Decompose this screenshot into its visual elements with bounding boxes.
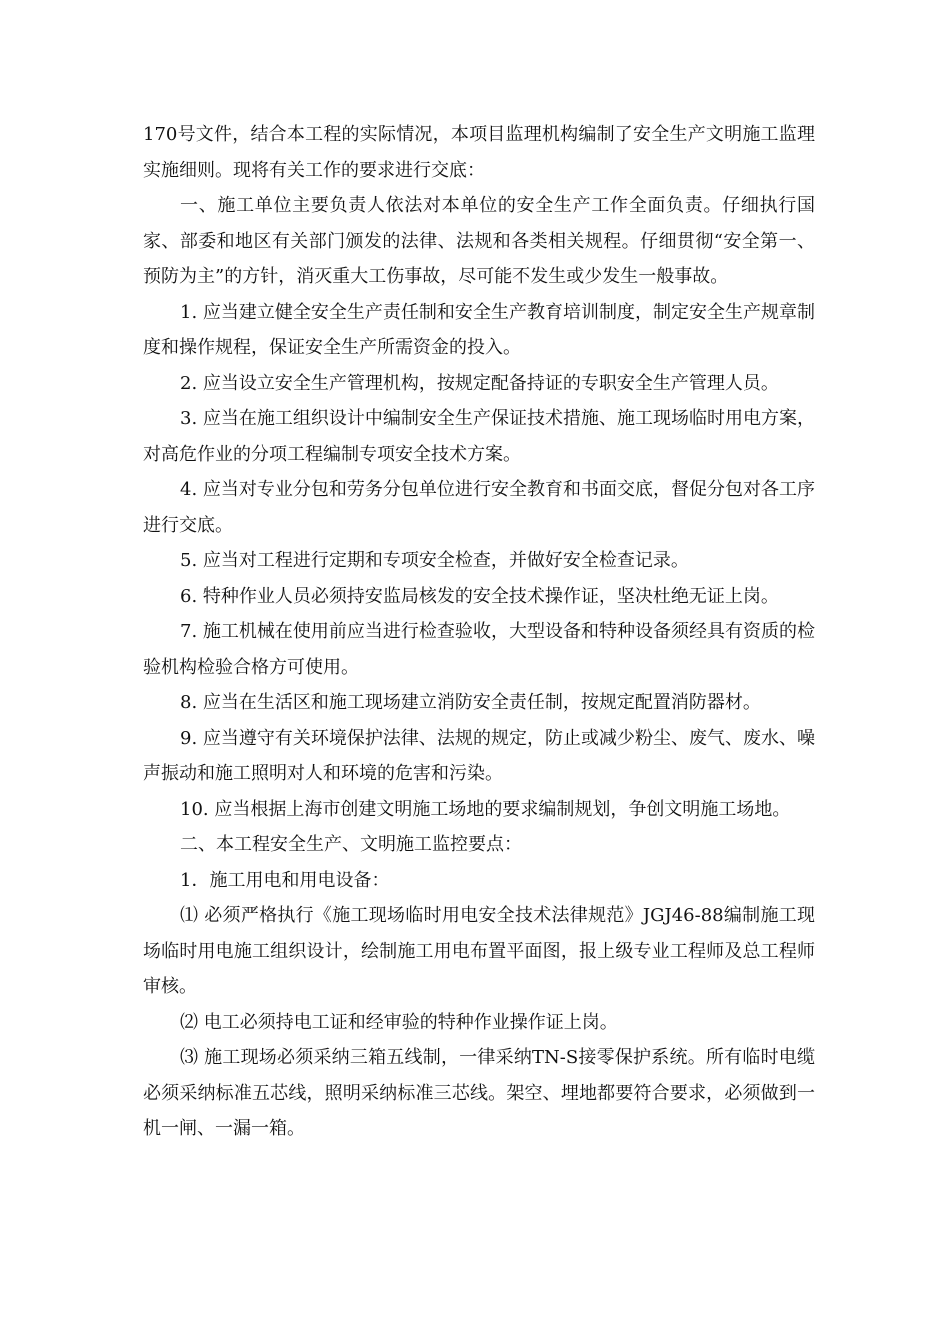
paragraph-intro: 170号文件，结合本工程的实际情况，本项目监理机构编制了安全生产文明施工监理实施细则。现将有关工作的要求进行交底： <box>143 124 815 181</box>
paragraph-section-2: 二、本工程安全生产、文明施工监控要点： <box>180 834 522 855</box>
paragraph-clause-2: ⑵ 电工必须持电工证和经审验的特种作业操作证上岗。 <box>180 1011 618 1033</box>
paragraph-item-5: 5. 应当对工程进行定期和专项安全检查，并做好安全检查记录。 <box>180 550 689 571</box>
paragraph-item-3: 3. 应当在施工组织设计中编制安全生产保证技术措施、施工现场临时用电方案，对高危作业的分项工程编制专项安全技术方案。 <box>143 408 815 465</box>
paragraph-item-4: 4. 应当对专业分包和劳务分包单位进行安全教育和书面交底，督促分包对各工序进行交底。 <box>143 479 815 536</box>
paragraph-item-2: 2. 应当设立安全生产管理机构，按规定配备持证的专职安全生产管理人员。 <box>180 372 779 394</box>
paragraph-clause-1: ⑴ 必须严格执行《施工现场临时用电安全技术法律规范》JGJ46-88编制施工现场临时用电施工组织设计，绘制施工用电布置平面图，报上级专业工程师及总工程师审核。 <box>143 905 815 997</box>
paragraph-item-1: 1. 应当建立健全安全生产责任制和安全生产教育培训制度，制定安全生产规章制度和操作规程，保证安全生产所需资金的投入。 <box>143 301 815 358</box>
document-page <box>143 117 815 1147</box>
paragraph-item-6: 6. 特种作业人员必须持安监局核发的安全技术操作证，坚决杜绝无证上岗。 <box>180 585 779 607</box>
paragraph-item-10: 10. 应当根据上海市创建文明施工场地的要求编制规划，争创文明施工场地。 <box>180 798 791 820</box>
paragraph-clause-3: ⑶ 施工现场必须采纳三箱五线制，一律采纳TN-S接零保护系统。所有临时电缆必须采纳标准五芯线，照明采纳标准三芯线。架空、埋地都要符合要求，必须做到一机一闸、一漏一箱。 <box>143 1047 815 1139</box>
paragraph-subsection-1: 1．施工用电和用电设备： <box>180 869 390 891</box>
paragraph-item-7: 7. 施工机械在使用前应当进行检查验收，大型设备和特种设备须经具有资质的检验机构检验合格方可使用。 <box>143 621 815 678</box>
paragraph-item-8: 8. 应当在生活区和施工现场建立消防安全责任制，按规定配置消防器材。 <box>180 692 761 713</box>
paragraph-section-1: 一、施工单位主要负责人依法对本单位的安全生产工作全面负责。仔细执行国家、部委和地区有关部门颁发的法律、法规和各类相关规程。仔细贯彻“安全第一、预防为主”的方针，消灭重大工伤事故，尽可能不发生或少发生一般事故。 <box>143 195 815 287</box>
paragraph-item-9: 9. 应当遵守有关环境保护法律、法规的规定，防止或减少粉尘、废气、废水、噪声振动和施工照明对人和环境的危害和污染。 <box>143 727 815 784</box>
